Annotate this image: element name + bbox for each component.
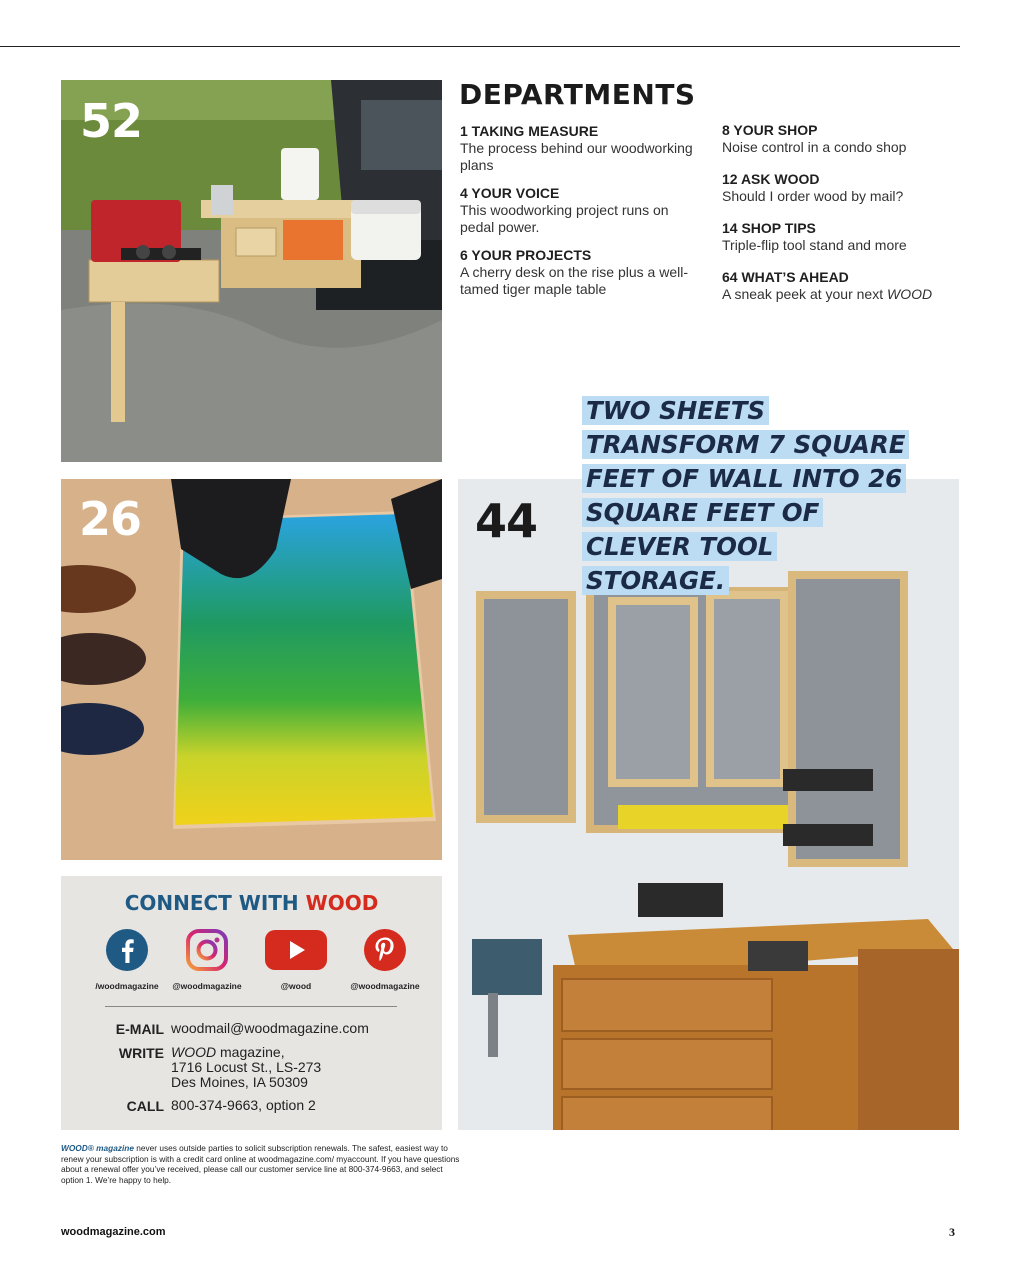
- footer-site-url[interactable]: woodmagazine.com: [61, 1226, 166, 1238]
- page-number-44: 44: [475, 494, 538, 548]
- fineprint-text: never uses outside parties to solicit subscription renewals. The safest, easiest way to renew your subscription is with a credit card online at woodmagazine.com/ myaccount. If you have questions about a renewal offer you’ve received, please call our customer service line at 800-374-9663, and select option 1. We’re happy to help.: [61, 1143, 460, 1185]
- social-handle: @woodmagazine: [350, 981, 420, 991]
- camp-kitchen-photo: [61, 80, 442, 462]
- facebook-icon: [105, 928, 149, 972]
- top-rule: [0, 46, 960, 47]
- wood-brand-italic: WOOD: [887, 286, 933, 302]
- dept-heading: 12 ASK WOOD: [722, 171, 820, 187]
- departments-left-column: [460, 123, 700, 309]
- social-facebook[interactable]: [82, 928, 172, 991]
- youtube-icon: [265, 928, 327, 972]
- connect-title-brand: WOOD: [305, 891, 379, 915]
- dept-description-text: A sneak peek at your next: [722, 286, 884, 302]
- social-pinterest[interactable]: [340, 928, 430, 991]
- feature-headline: [582, 394, 912, 598]
- dept-description: This woodworking project runs on pedal power.: [460, 202, 669, 235]
- connect-title-prefix: CONNECT WITH: [124, 891, 299, 915]
- dept-item: [460, 247, 700, 298]
- dept-item: [722, 122, 962, 156]
- call-label: CALL: [126, 1098, 164, 1114]
- connect-title: [61, 891, 442, 915]
- address-line-2: 1716 Locust St., LS-273: [171, 1059, 322, 1075]
- email-value[interactable]: woodmail@woodmagazine.com: [171, 1020, 369, 1036]
- dept-heading: 4 YOUR VOICE: [460, 185, 560, 201]
- dept-heading: 6 YOUR PROJECTS: [460, 247, 592, 263]
- dept-description: The process behind our woodworking plans: [460, 140, 693, 173]
- dept-item: [460, 123, 700, 174]
- page-number-26: 26: [79, 492, 142, 546]
- address-line-1: [171, 1045, 431, 1060]
- call-value[interactable]: 800-374-9663, option 2: [171, 1097, 316, 1113]
- connect-box: [61, 876, 442, 1130]
- departments-right-column: [722, 122, 962, 314]
- dept-item: [722, 269, 962, 303]
- address-line-3: Des Moines, IA 50309: [171, 1074, 308, 1090]
- dept-item: [460, 185, 700, 236]
- connect-divider: [105, 1006, 397, 1007]
- fineprint-brand: WOOD® magazine: [61, 1143, 134, 1153]
- social-handle: @wood: [280, 981, 312, 991]
- footer-page-number: 3: [949, 1225, 955, 1239]
- dept-item: [722, 220, 962, 254]
- page-number-52: 52: [80, 94, 143, 148]
- dept-heading: 8 YOUR SHOP: [722, 122, 818, 138]
- dept-heading: 1 TAKING MEASURE: [460, 123, 599, 139]
- address-line-1-rest: magazine,: [216, 1044, 285, 1060]
- social-handle: /woodmagazine: [95, 981, 159, 991]
- pinterest-icon: [363, 928, 407, 972]
- feature-headline-text: TWO SHEETS TRANSFORM 7 SQUARE FEET OF WALL INTO 26 SQUARE FEET OF CLEVER TOOL STORAGE.: [582, 396, 909, 595]
- subscription-fineprint: [61, 1143, 461, 1185]
- write-address: [171, 1045, 431, 1090]
- dept-description: [722, 286, 962, 303]
- dept-description: Noise control in a condo shop: [722, 139, 907, 155]
- social-handle: @woodmagazine: [172, 981, 242, 991]
- dept-description: Should I order wood by mail?: [722, 188, 904, 204]
- write-label: WRITE: [118, 1045, 164, 1061]
- wood-brand-italic: WOOD: [171, 1044, 217, 1060]
- instagram-icon: [185, 928, 229, 972]
- dept-heading: 64 WHAT’S AHEAD: [722, 269, 849, 285]
- social-youtube[interactable]: [251, 928, 341, 991]
- dept-heading: 14 SHOP TIPS: [722, 220, 816, 236]
- dye-board-photo: [61, 479, 442, 860]
- dept-item: [722, 171, 962, 205]
- departments-title: DEPARTMENTS: [459, 78, 696, 111]
- email-label: E-MAIL: [115, 1021, 164, 1037]
- social-instagram[interactable]: [162, 928, 252, 991]
- dept-description: Triple-flip tool stand and more: [722, 237, 907, 253]
- dept-description: A cherry desk on the rise plus a well-tamed tiger maple table: [460, 264, 688, 297]
